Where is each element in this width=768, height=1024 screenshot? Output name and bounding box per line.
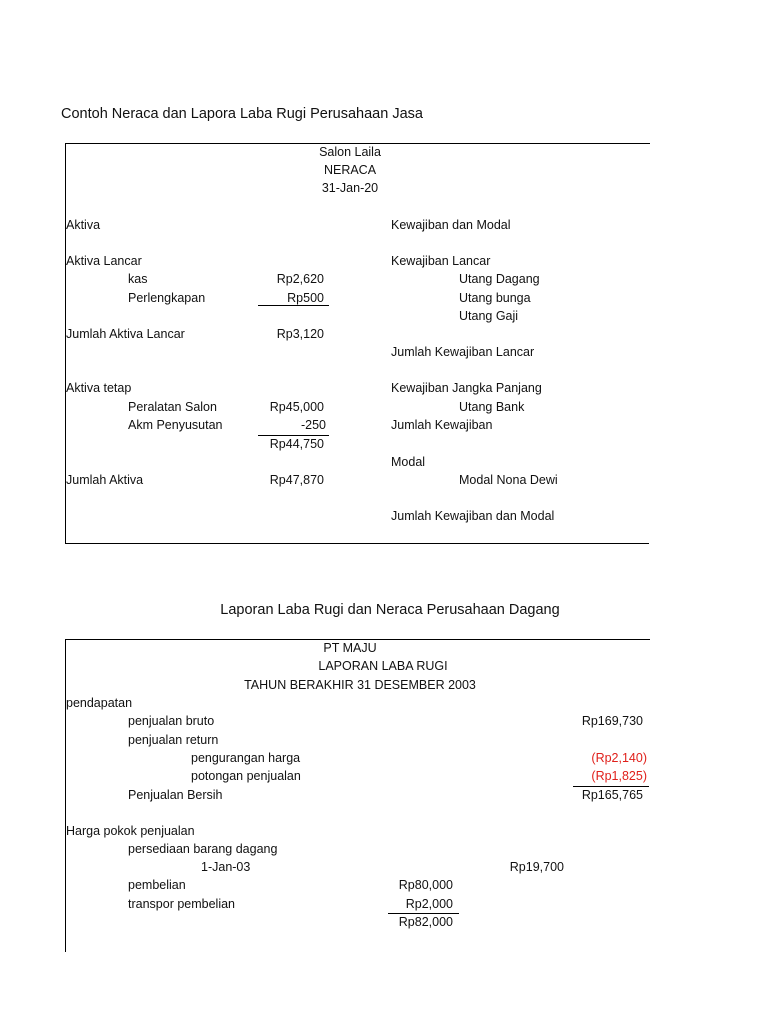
jumlah-aktiva-lancar-value: Rp3,120 xyxy=(276,327,324,341)
jumlah-aktiva-lancar-label: Jumlah Aktiva Lancar xyxy=(66,327,185,341)
kas-value: Rp2,620 xyxy=(276,272,324,286)
persediaan-label: persediaan barang dagang xyxy=(128,842,278,856)
potongan-underline xyxy=(573,786,649,787)
transpor-value: Rp2,000 xyxy=(405,897,453,911)
hpp-header: Harga pokok penjualan xyxy=(66,824,195,838)
pendapatan-header: pendapatan xyxy=(66,696,133,710)
labarugi-period: TAHUN BERAKHIR 31 DESEMBER 2003 xyxy=(244,678,476,692)
utang-gaji-label: Utang Gaji xyxy=(459,309,519,323)
pengurangan-harga-value: (Rp2,140) xyxy=(591,751,647,765)
aktiva-header: Aktiva xyxy=(66,218,101,232)
penjualan-bersih-label: Penjualan Bersih xyxy=(128,788,223,802)
aktiva-lancar-header: Aktiva Lancar xyxy=(66,254,142,268)
akm-penyusutan-label: Akm Penyusutan xyxy=(128,418,223,432)
persediaan-date: 1-Jan-03 xyxy=(201,860,251,874)
transpor-underline xyxy=(388,913,459,914)
neraca-company: Salon Laila xyxy=(319,145,381,159)
utang-bank-label: Utang Bank xyxy=(459,400,525,414)
subtotal-value: Rp82,000 xyxy=(398,915,453,929)
transpor-label: transpor pembelian xyxy=(128,897,236,911)
kas-label: kas xyxy=(128,272,148,286)
pembelian-label: pembelian xyxy=(128,878,186,892)
penjualan-bruto-value: Rp169,730 xyxy=(581,714,643,728)
pengurangan-harga-label: pengurangan harga xyxy=(191,751,301,765)
akm-underline xyxy=(258,435,329,436)
jumlah-kewajiban-label: Jumlah Kewajiban xyxy=(391,418,493,432)
penjualan-return-label: penjualan return xyxy=(128,733,219,747)
modal-header: Modal xyxy=(391,455,426,469)
kewajiban-modal-header: Kewajiban dan Modal xyxy=(391,218,511,232)
perlengkapan-value: Rp500 xyxy=(287,291,324,305)
jumlah-aktiva-value: Rp47,870 xyxy=(269,473,324,487)
penjualan-bruto-label: penjualan bruto xyxy=(128,714,215,728)
persediaan-value: Rp19,700 xyxy=(509,860,564,874)
penjualan-bersih-value: Rp165,765 xyxy=(581,788,643,802)
modal-owner-label: Modal Nona Dewi xyxy=(459,473,558,487)
labarugi-report-title: LAPORAN LABA RUGI xyxy=(318,659,448,673)
potongan-penjualan-value: (Rp1,825) xyxy=(591,769,647,783)
peralatan-label: Peralatan Salon xyxy=(128,400,217,414)
perlengkapan-underline xyxy=(258,305,329,306)
neraca-date: 31-Jan-20 xyxy=(321,181,379,195)
utang-bunga-label: Utang bunga xyxy=(459,291,531,305)
net-aktiva-tetap-value: Rp44,750 xyxy=(269,437,324,451)
jumlah-kewajiban-lancar-label: Jumlah Kewajiban Lancar xyxy=(391,345,535,359)
jumlah-kewajiban-modal-label: Jumlah Kewajiban dan Modal xyxy=(391,509,555,523)
neraca-report-title: NERACA xyxy=(323,163,377,177)
kewajiban-jangka-panjang-header: Kewajiban Jangka Panjang xyxy=(391,381,542,395)
page-title-dagang: Laporan Laba Rugi dan Neraca Perusahaan Dagang xyxy=(220,602,560,618)
labarugi-company: PT MAJU xyxy=(323,641,377,655)
potongan-penjualan-label: potongan penjualan xyxy=(191,769,301,783)
perlengkapan-label: Perlengkapan xyxy=(128,291,206,305)
peralatan-value: Rp45,000 xyxy=(269,400,324,414)
pembelian-value: Rp80,000 xyxy=(398,878,453,892)
aktiva-tetap-header: Aktiva tetap xyxy=(66,381,132,395)
kewajiban-lancar-header: Kewajiban Lancar xyxy=(391,254,491,268)
neraca-frame xyxy=(65,143,650,544)
akm-penyusutan-value: -250 xyxy=(300,418,326,432)
neraca-frame-bottom xyxy=(65,543,649,544)
jumlah-aktiva-label: Jumlah Aktiva xyxy=(66,473,144,487)
page-title-jasa: Contoh Neraca dan Lapora Laba Rugi Perusahaan Jasa xyxy=(61,106,423,122)
utang-dagang-label: Utang Dagang xyxy=(459,272,540,286)
